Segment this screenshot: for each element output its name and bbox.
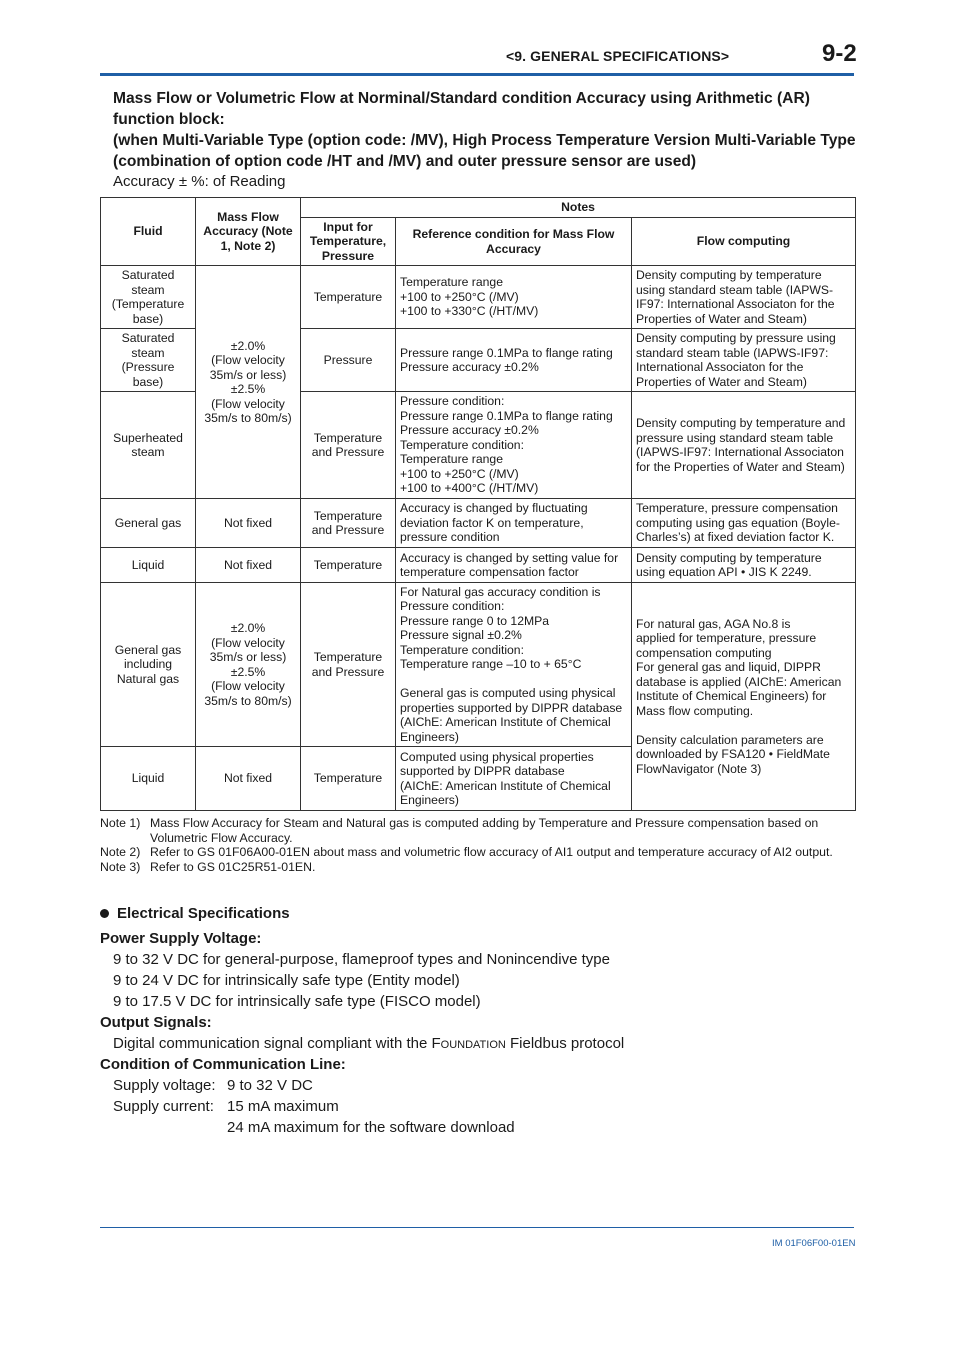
- header-fluid: Fluid: [101, 198, 196, 266]
- note-item: [100, 816, 860, 845]
- supply-current-row: [100, 1096, 860, 1117]
- header-computing: Flow computing: [632, 218, 856, 266]
- table-header-row: [101, 198, 856, 218]
- output-signals-text: [100, 1033, 860, 1054]
- power-line: 9 to 32 V DC for general-purpose, flameproof types and Nonincendive type: [113, 951, 610, 968]
- header-rule: [100, 73, 854, 76]
- note-item: [100, 860, 860, 875]
- communication-label: Condition of Communication Line:: [100, 1056, 346, 1073]
- header-notes: Notes: [301, 198, 856, 218]
- accuracy-label: Accuracy ± %: of Reading: [113, 173, 286, 190]
- section-title-line1: Mass Flow or Volumetric Flow at Norminal/Standard condition Accuracy using Arithmetic (AR) function block:: [113, 90, 810, 128]
- reference-cell: Computed using physical properties supported by DIPPR database (AIChE: American Institute of Chemical Engineers): [396, 747, 632, 811]
- reference-cell: Accuracy is changed by setting value for temperature compensation factor: [396, 548, 632, 583]
- note-key: Note 3): [100, 859, 141, 874]
- note-text: Refer to GS 01F06A00-01EN about mass and volumetric flow accuracy of AI1 output and temperature accuracy of AI2 output.: [150, 845, 833, 859]
- table-row: [101, 583, 856, 747]
- section-header: <9. GENERAL SPECIFICATIONS>: [506, 48, 730, 64]
- reference-cell: Temperature range +100 to +250°C (/MV) +100 to +330°C (/HT/MV): [396, 266, 632, 329]
- output-signals-label: Output Signals:: [100, 1014, 212, 1031]
- supply-voltage-key: Supply voltage:: [113, 1077, 216, 1094]
- accuracy-cell: Not fixed: [196, 499, 301, 548]
- fluid-cell: Superheated steam: [101, 392, 196, 499]
- page-number: 9-2: [822, 40, 857, 67]
- note-key: Note 1): [100, 816, 141, 830]
- header-reference: Reference condition for Mass Flow Accuracy: [396, 218, 632, 266]
- power-supply-label: Power Supply Voltage:: [100, 930, 262, 947]
- reference-cell: Pressure condition: Pressure range 0.1MPa to flange rating Pressure accuracy ±0.2% Temperature condition: Temperature range +100 to +250°C (/MV) +100 to +400°C (/HT/MV): [396, 392, 632, 499]
- input-cell: Temperature and Pressure: [301, 583, 396, 747]
- supply-current-value: 15 mA maximum: [227, 1098, 339, 1115]
- note-text: Mass Flow Accuracy for Steam and Natural gas is computed adding by Temperature and Pressure compensation based on Volumetric Flow Accuracy.: [150, 816, 819, 845]
- electrical-title-text: Electrical Specifications: [117, 905, 290, 922]
- section-title-line2: (when Multi-Variable Type (option code: /MV), High Process Temperature Version Multi-Variable Type (combination of option code /HT and /MV) and outer pressure sensor are used): [113, 132, 856, 170]
- footer-rule: [100, 1227, 854, 1228]
- natgas-accuracy-cell: ±2.0% (Flow velocity 35m/s or less) ±2.5% (Flow velocity 35m/s to 80m/s): [196, 583, 301, 747]
- section-title: [113, 88, 858, 172]
- computing-cell: Density computing by temperature and pressure using standard steam table (IAPWS-IF97: International Associaton for the Properties of Water and Steam): [632, 392, 856, 499]
- input-cell: Temperature: [301, 266, 396, 329]
- electrical-specifications: [100, 903, 860, 1138]
- supply-voltage-row: [100, 1075, 860, 1096]
- electrical-title: [100, 903, 860, 924]
- reference-cell: For Natural gas accuracy condition is Pressure condition: Pressure range 0 to 12MPa Pressure signal ±0.2% Temperature condition: Temperature range –10 to + 65°C General gas is computed using physical properties supported by DIPPR database (AIChE: American Institute of Chemical Engineers): [396, 583, 632, 747]
- supply-voltage-value: 9 to 32 V DC: [227, 1077, 313, 1094]
- note-item: [100, 845, 860, 860]
- table-row: [101, 548, 856, 583]
- note-text: Refer to GS 01C25R51-01EN.: [150, 859, 316, 874]
- supply-current-row-2: [100, 1117, 860, 1138]
- output-pre: Digital communication signal compliant with the: [113, 1035, 432, 1052]
- computing-cell: Temperature, pressure compensation computing using gas equation (Boyle-Charles’s) at fixed deviation factor K.: [632, 499, 856, 548]
- power-line: 9 to 24 V DC for intrinsically safe type (Entity model): [113, 972, 460, 989]
- computing-cell: Density computing by pressure using standard steam table (IAPWS-IF97: International Associaton for the Properties of Water and Steam): [632, 329, 856, 392]
- fluid-cell: General gas including Natural gas: [101, 583, 196, 747]
- supply-current-key: Supply current:: [113, 1098, 214, 1115]
- power-line: 9 to 17.5 V DC for intrinsically safe type (FISCO model): [113, 993, 481, 1010]
- fluid-cell: Liquid: [101, 548, 196, 583]
- computing-cell: Density computing by temperature using standard steam table (IAPWS-IF97: International Associaton for the Properties of Water and Steam): [632, 266, 856, 329]
- natgas-computing-cell: For natural gas, AGA No.8 is applied for temperature, pressure compensation computing For general gas and liquid, DIPPR database is applied (AIChE: American Institute of Chemical Engineers) for Mass flow computing. Density calculation parameters are downloaded by FSA120 • FieldMate FlowNavigator (Note 3): [632, 583, 856, 811]
- input-cell: Temperature: [301, 548, 396, 583]
- output-post: Fieldbus protocol: [505, 1035, 625, 1052]
- table-notes: [100, 816, 860, 874]
- spacer: [113, 1117, 227, 1138]
- fluid-cell: General gas: [101, 499, 196, 548]
- table-row: [101, 266, 856, 329]
- header-input: Input for Temperature, Pressure: [301, 218, 396, 266]
- computing-cell: Density computing by temperature using equation API • JIS K 2249.: [632, 548, 856, 583]
- header-accuracy: Mass Flow Accuracy (Note 1, Note 2): [196, 198, 301, 266]
- note-key: Note 2): [100, 845, 141, 859]
- bullet-icon: [100, 909, 109, 918]
- accuracy-cell: Not fixed: [196, 548, 301, 583]
- fluid-cell: Saturated steam (Temperature base): [101, 266, 196, 329]
- reference-cell: Accuracy is changed by fluctuating deviation factor K on temperature, pressure condition: [396, 499, 632, 548]
- steam-accuracy-cell: ±2.0% (Flow velocity 35m/s or less) ±2.5% (Flow velocity 35m/s to 80m/s): [196, 266, 301, 499]
- input-cell: Temperature: [301, 747, 396, 811]
- fluid-cell: Liquid: [101, 747, 196, 811]
- reference-cell: Pressure range 0.1MPa to flange rating Pressure accuracy ±0.2%: [396, 329, 632, 392]
- foundation-text: Foundation: [431, 1035, 506, 1052]
- input-cell: Temperature and Pressure: [301, 499, 396, 548]
- input-cell: Pressure: [301, 329, 396, 392]
- supply-current-value-2: 24 mA maximum for the software download: [227, 1119, 515, 1136]
- document-id: IM 01F06F00-01EN: [772, 1238, 856, 1249]
- input-cell: Temperature and Pressure: [301, 392, 396, 499]
- accuracy-cell: Not fixed: [196, 747, 301, 811]
- fluid-cell: Saturated steam (Pressure base): [101, 329, 196, 392]
- table-row: [101, 499, 856, 548]
- mass-flow-accuracy-table: [100, 197, 856, 811]
